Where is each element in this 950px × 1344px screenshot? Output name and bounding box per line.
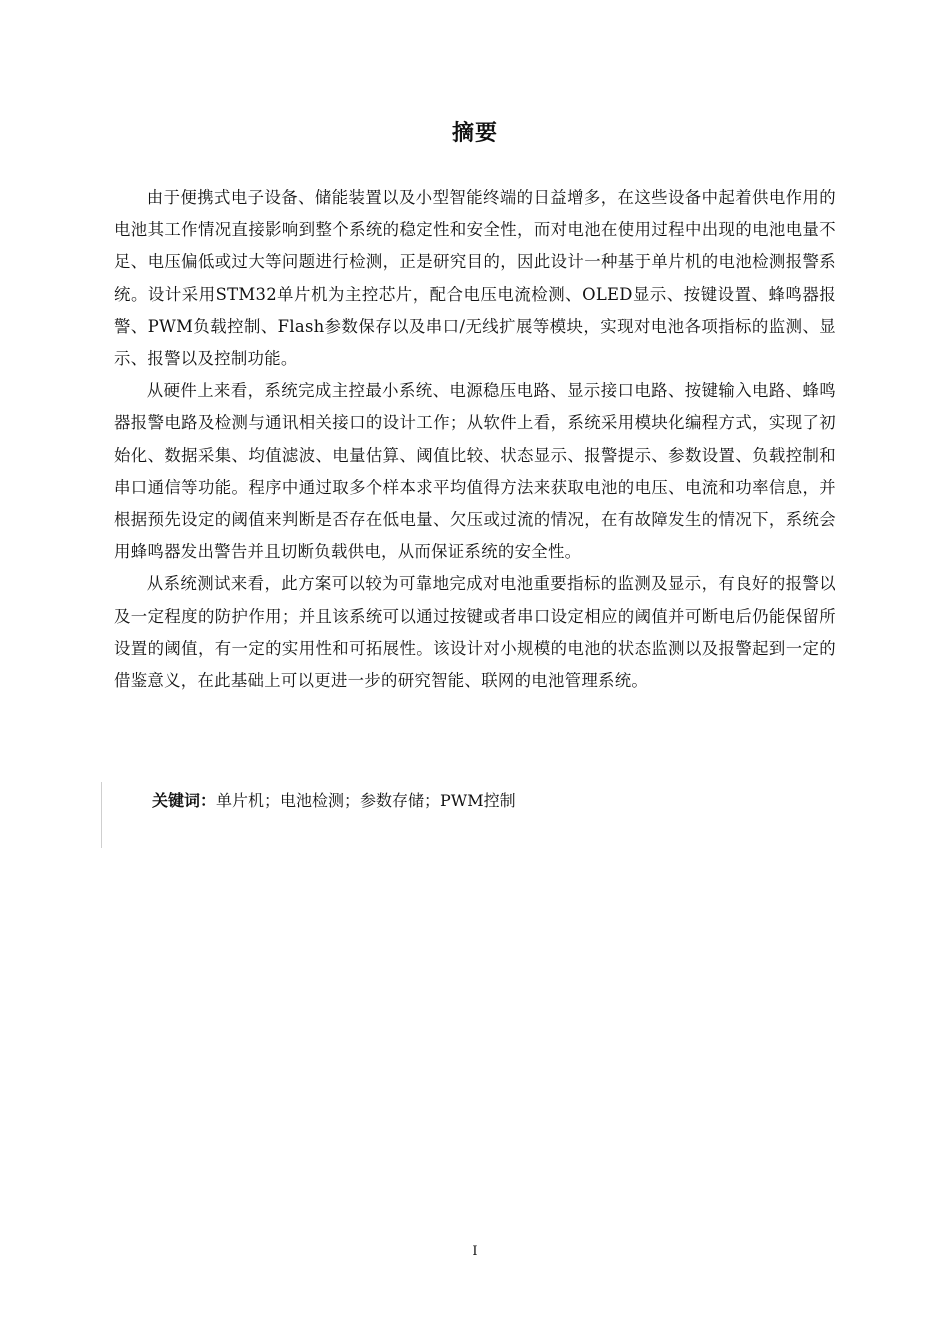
keywords-label: 关键词： [152, 791, 217, 810]
margin-marker-line [101, 782, 102, 848]
page-number: I [472, 1244, 478, 1259]
abstract-paragraph-2: 从硬件上来看，系统完成主控最小系统、电源稳压电路、显示接口电路、按键输入电路、蜂鸣器报警电路及检测与通讯相关接口的设计工作；从软件上看，系统采用模块化编程方式，实现了初始化、数据采集、均值滤波、电量估算、阈值比较、状态显示、报警提示、参数设置、负载控制和串口通信等功能。程序中通过取多个样本求平均值得方法来获取电池的电压、电流和功率信息，并根据预先设定的阈值来判断是否存在低电量、欠压或过流的情况，在有故障发生的情况下，系统会用蜂鸣器发出警告并且切断负载供电，从而保证系统的安全性。 [114, 381, 836, 562]
abstract-paragraph-1: 由于便携式电子设备、储能装置以及小型智能终端的日益增多，在这些设备中起着供电作用的电池其工作情况直接影响到整个系统的稳定性和安全性，而对电池在使用过程中出现的电池电量不足、电压偏低或过大等问题进行检测，正是研究目的，因此设计一种基于单片机的电池检测报警系统。设计采用STM32单片机为主控芯片，配合电压电流检测、OLED显示、按键设置、蜂鸣器报警、PWM负载控制、Flash参数保存以及串口/无线扩展等模块，实现对电池各项指标的监测、显示、报警以及控制功能。 [114, 188, 836, 369]
abstract-title: 摘要 [451, 121, 498, 146]
abstract-body [114, 182, 836, 697]
keywords-text: 单片机；电池检测；参数存储；PWM控制 [216, 791, 516, 810]
abstract-paragraph-3: 从系统测试来看，此方案可以较为可靠地完成对电池重要指标的监测及显示，有良好的报警以及一定程度的防护作用；并且该系统可以通过按键或者串口设定相应的阈值并可断电后仍能保留所设置的阈值，有一定的实用性和可拓展性。该设计对小规模的电池的状态监测以及报警起到一定的借鉴意义，在此基础上可以更进一步的研究智能、联网的电池管理系统。 [114, 574, 836, 691]
keywords-line [152, 788, 516, 811]
